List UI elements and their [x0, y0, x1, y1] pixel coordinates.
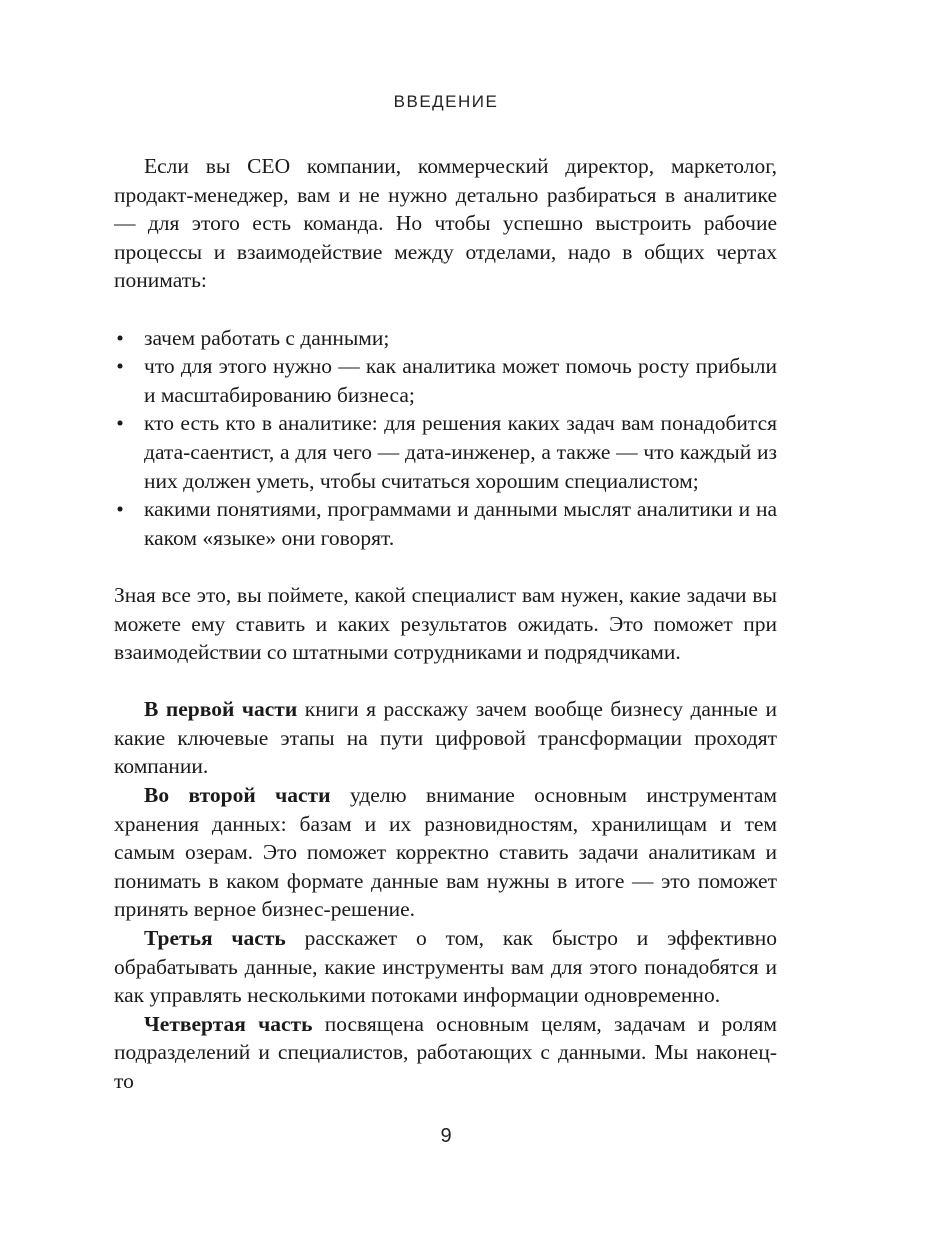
bullet-symbol: • — [116, 411, 124, 436]
part-four-text: посвящена основным целям, задачам и ролям подразделений и специалистов, работающих с данными. Мы наконец-то — [114, 1011, 777, 1093]
part-two-text: уделю внимание основным инструментам хранения данных: базам и их разновидностям, хранилищам и тем самым озерам. Это поможет корректно ставить задачи аналитикам и понимать в каком формате данные вам нужны в итоге — это поможет принять верное бизнес-решение. — [114, 783, 777, 922]
bullet-symbol: • — [116, 354, 124, 379]
bullet-symbol: • — [116, 497, 124, 522]
part-three-text: расскажет о том, как быстро и эффективно обрабатывать данные, какие инструменты вам для этого понадобятся и как управлять несколькими потоками информации одновременно. — [114, 926, 777, 1008]
bullet-text: что для этого нужно — как аналитика может помочь росту прибыли и масштабированию бизнеса; — [144, 354, 777, 407]
part-one-paragraph — [114, 695, 777, 781]
bullet-symbol: • — [116, 325, 124, 350]
part-three-paragraph — [114, 924, 777, 1010]
knowing-paragraph: Зная все это, вы поймете, какой специалист вам нужен, какие задачи вы можете ему ставить и каких результатов ожидать. Это поможет при взаимодействии со штатными сотрудниками и подрядчиками. — [114, 582, 777, 665]
bullet-list — [114, 324, 777, 553]
bullet-item — [114, 409, 777, 495]
part-two-paragraph — [114, 781, 777, 924]
bullet-text: кто есть кто в аналитике: для решения каких задач вам понадобится дата-саентист, а для чего — дата-инженер, а также — что каждый из них должен уметь, чтобы считаться хорошим специалистом; — [144, 411, 777, 493]
bullet-item — [114, 352, 777, 409]
bullet-text: какими понятиями, программами и данными мыслят аналитики и на каком «языке» они говорят. — [144, 497, 777, 550]
body-text — [114, 152, 777, 1096]
part-four-lead: Четвертая часть — [144, 1011, 313, 1036]
bullet-item — [114, 495, 777, 552]
bullet-text: зачем работать с данными; — [144, 325, 390, 350]
running-head: ВВЕДЕНИЕ — [393, 92, 499, 111]
intro-paragraph: Если вы CEO компании, коммерческий директор, маркетолог, продакт-менеджер, вам и не нужно детально разбираться в аналитике — для этого есть команда. Но чтобы успешно выстроить рабочие процессы и взаимодействие между отделами, надо в общих чертах понимать: — [114, 154, 777, 293]
page-number: 9 — [440, 1125, 452, 1147]
part-one-lead: В первой части — [144, 697, 298, 722]
part-three-lead: Третья часть — [144, 926, 286, 951]
part-one-text: книги я расскажу зачем вообще бизнесу данные и какие ключевые этапы на пути цифровой трансформации проходят компании. — [114, 697, 778, 779]
part-two-lead: Во второй части — [144, 783, 331, 808]
part-four-paragraph — [114, 1010, 777, 1096]
bullet-item — [114, 324, 777, 353]
